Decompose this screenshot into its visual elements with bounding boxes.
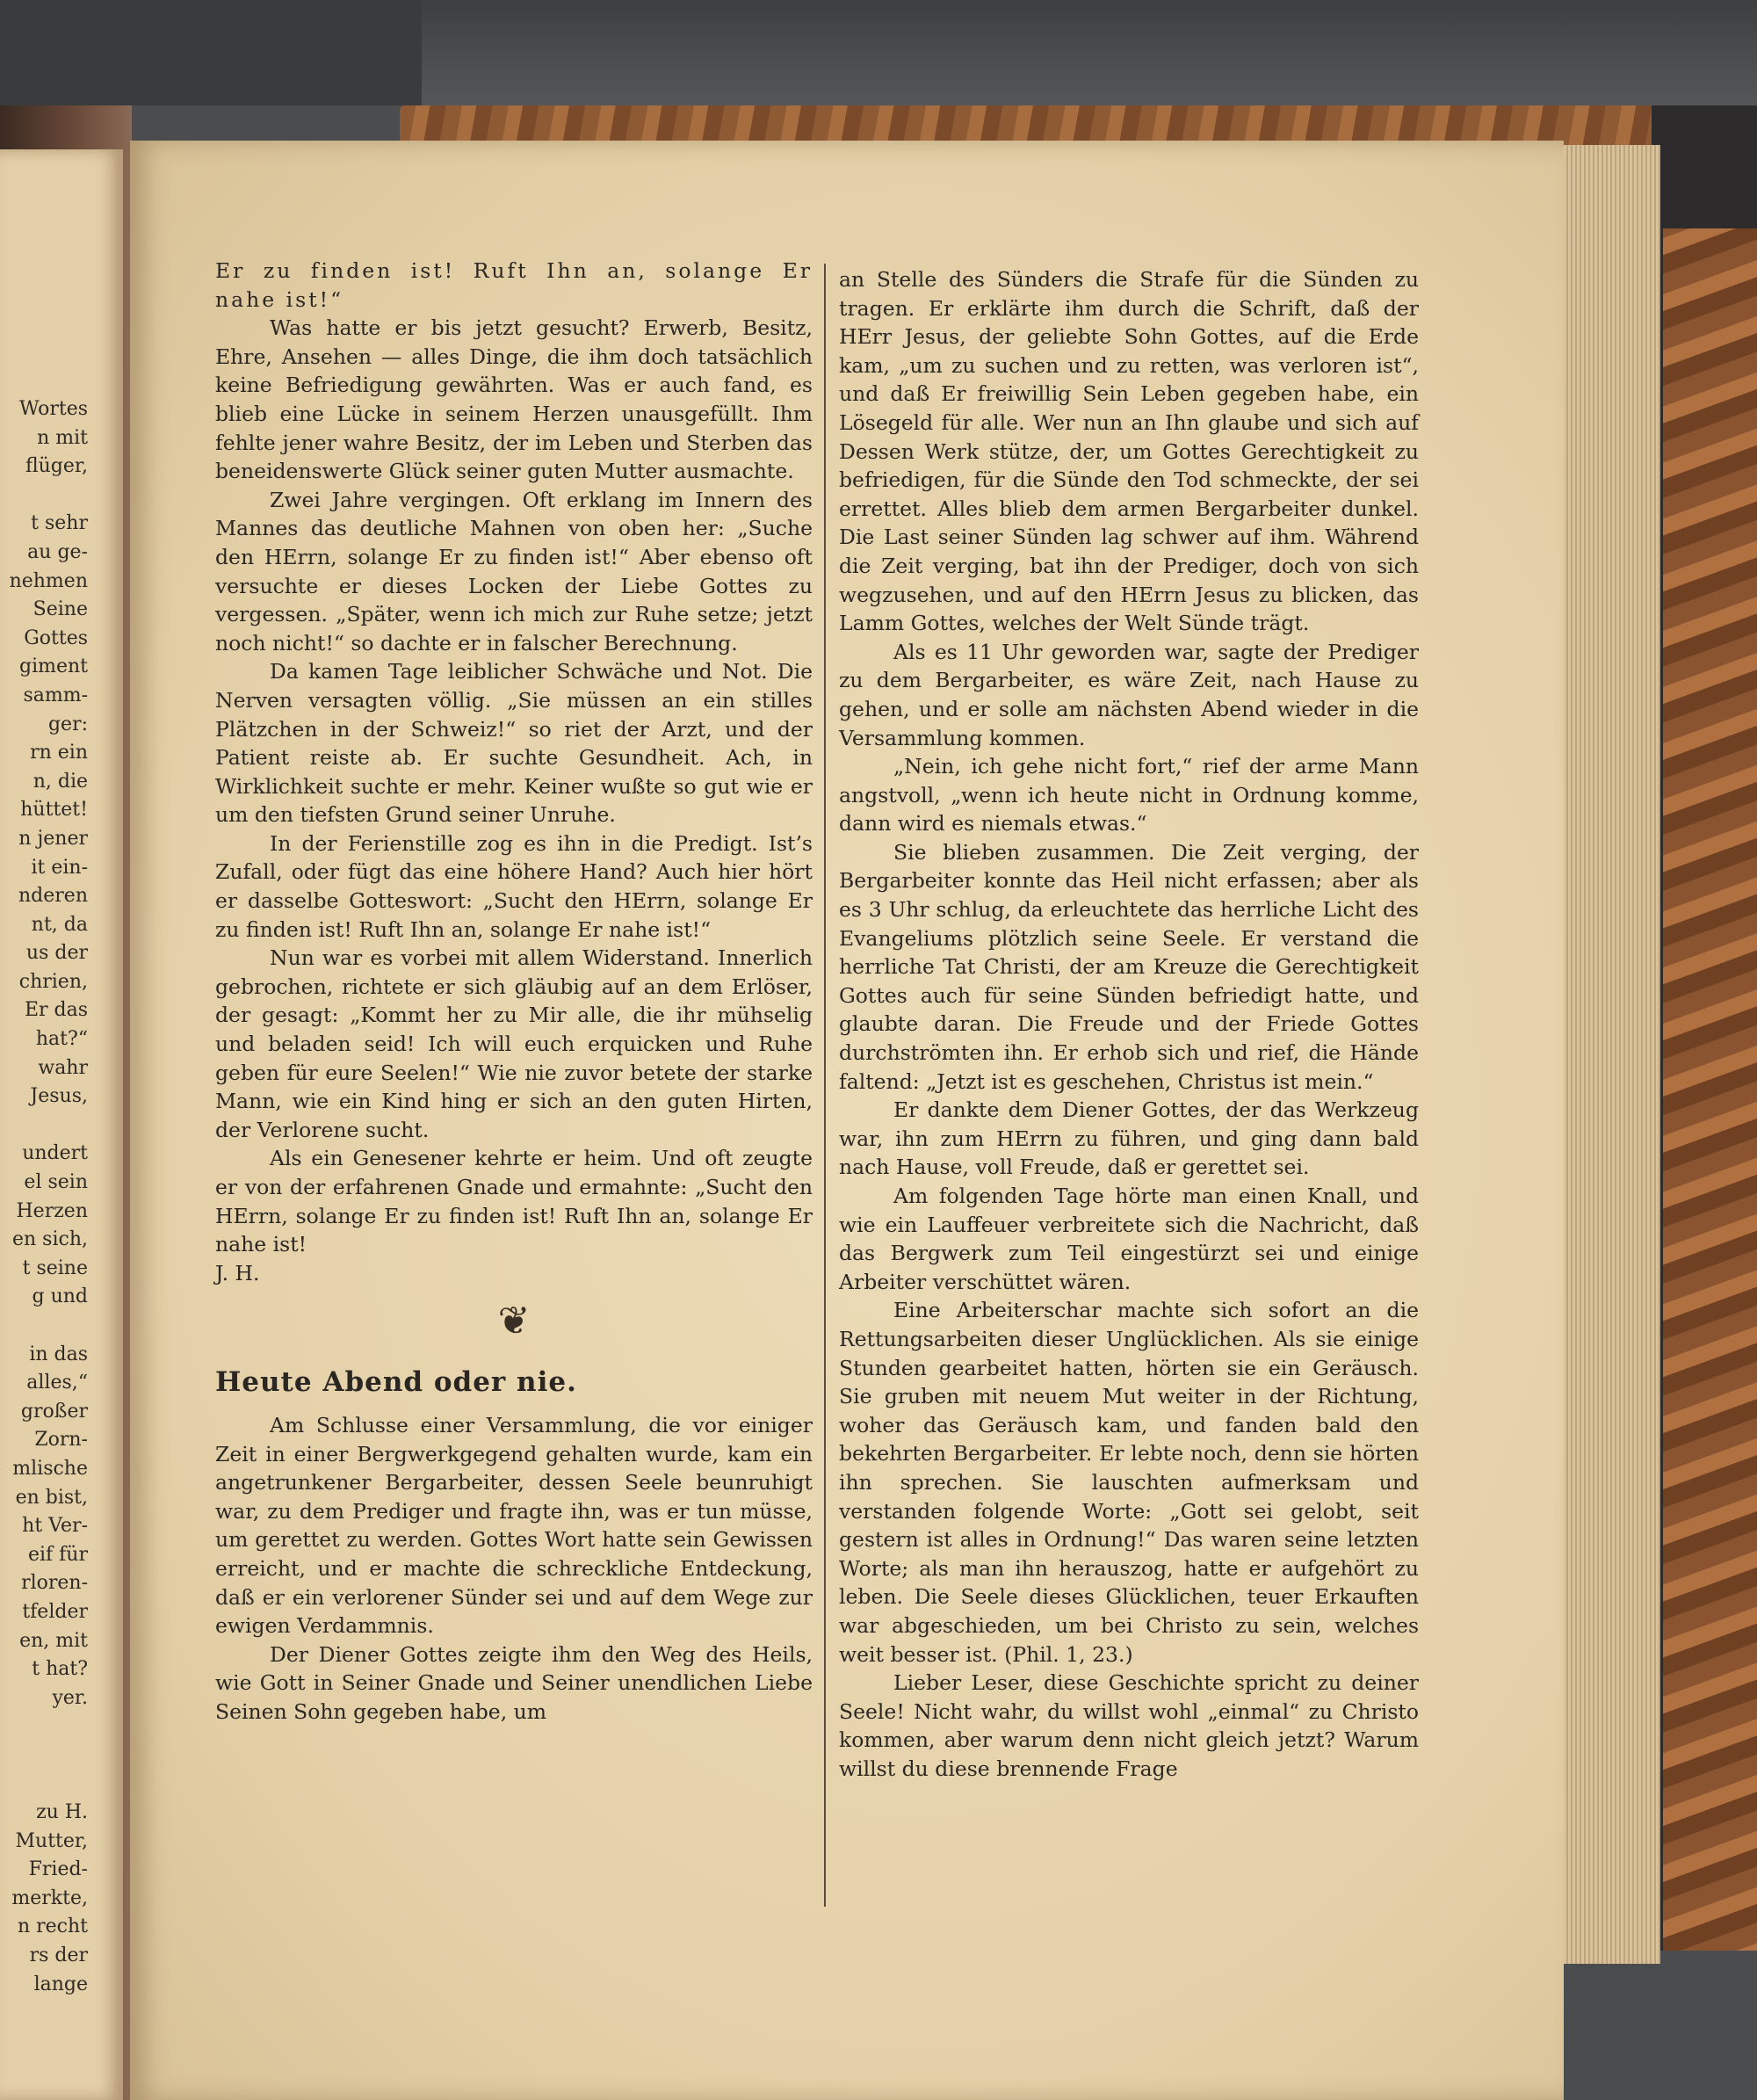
paragraph: In der Ferienstille zog es ihn in die Predigt. Ist’s Zufall, oder fügt das eine höhere Hand? Auch hier hört er dasselbe Gotteswort: „Sucht den HErrn, solange Er zu finden ist! Ruft Ihn an, solange Er nahe ist!“: [215, 830, 813, 942]
left-fragment-line: [0, 1713, 88, 1742]
article-headline: Heute Abend oder nie.: [215, 1366, 577, 1399]
left-fragment-line: hat?“: [35, 1028, 88, 1051]
book-cover-corner: [1652, 105, 1757, 228]
paragraph: Als es 11 Uhr geworden war, sagte der Prediger zu dem Bergarbeiter, es wäre Zeit, nach Hause zu gehen, und er solle am nächsten Abend wieder in die Versammlung kommen.: [839, 639, 1419, 750]
left-fragment-line: nehmen: [9, 569, 88, 592]
left-page-text-fragments: [0, 395, 88, 1999]
left-fragment-line: mlische: [12, 1457, 88, 1480]
paragraph: an Stelle des Sünders die Strafe für die Sünden zu tragen. Er erklärte ihm durch die Schrift, daß der HErr Jesus, der geliebte Sohn Gottes, auf die Erde kam, „um zu suchen und zu retten, was verloren ist“, und daß Er freiwillig Sein Leben gegeben habe, ein Lösegeld für alle. Wer nun an Ihn glaube und sich auf Dessen Werk stütze, der, um Gottes Gerechtigkeit zu befriedigen, für die Sünde den Tod schmeckte, der sei errettet. Alles blieb dem armen Bergarbeiter dunkel. Die Last seiner Sünden lag schwer auf ihm. Während die Zeit verging, bat ihn der Prediger, doch von sich wegzusehen, und auf den HErrn Jesus zu blicken, das Lamm Gottes, welches der Welt Sünde trägt.: [839, 267, 1419, 636]
left-fragment-line: ger:: [47, 713, 88, 735]
paragraph: Eine Arbeiterschar machte sich sofort an die Rettungsarbeiten dieser Unglücklichen. Als sie einige Stunden gearbeitet hatten, hörten sie ein Geräusch. Sie gruben mit neuem Mut weiter in der Richtung, woher das Geräusch kam, und fanden bald den bekehrten Bergarbeiter. Er lebte noch, denn sie hörten ihn sprechen. Sie lauschten aufmerksam und verstanden folgende Worte: „Gott sei gelobt, seit gestern ist alles in Ordnung!“ Das waren seine letzten Worte; als man ihn herauszog, hatte er aufgehört zu leben. Die Seele dieses Glücklichen, teuer Erkauften war abgeschieden, um bei Christo zu sein, welches weit besser ist. (Phil. 1, 23.): [839, 1298, 1419, 1667]
left-fragment-line: el sein: [24, 1171, 88, 1194]
column-divider: [824, 264, 826, 1907]
paragraph: Lieber Leser, diese Geschichte spricht zu deiner Seele! Nicht wahr, du willst wohl „einmal“ zu Christo kommen, aber warum denn nicht gleich jetzt? Warum willst du diese brennende Frage: [839, 1670, 1419, 1781]
left-fragment-line: Gottes: [24, 626, 88, 649]
left-fragment-line: samm-: [23, 684, 88, 706]
left-fragment-line: in das: [29, 1343, 88, 1365]
left-fragment-line: n recht: [17, 1915, 88, 1938]
left-fragment-line: us der: [25, 942, 88, 965]
author-signature: J. H.: [215, 1260, 260, 1285]
left-fragment-line: en, mit: [19, 1629, 88, 1652]
left-fragment-line: en bist,: [15, 1486, 88, 1509]
left-fragment-line: rs der: [29, 1944, 88, 1967]
left-fragment-line: n mit: [37, 426, 88, 449]
text-column-2: [839, 265, 1419, 1783]
left-fragment-line: zu H.: [36, 1801, 88, 1824]
left-fragment-line: [0, 1771, 88, 1799]
left-fragment-line: nt, da: [31, 913, 88, 936]
paragraph: Er dankte dem Diener Gottes, der das Werkzeug war, ihn zum HErrn zu führen, und ging dann bald nach Hause, voll Freude, daß er gerettet sei.: [839, 1097, 1419, 1180]
left-fragment-line: yer.: [52, 1686, 88, 1709]
left-fragment-line: alles,“: [26, 1372, 88, 1394]
left-fragment-line: [0, 1112, 88, 1141]
left-fragment-line: g und: [32, 1285, 88, 1308]
paragraph: Sie blieben zusammen. Die Zeit verging, der Bergarbeiter konnte das Heil nicht erfassen; aber als es 3 Uhr schlug, da erleuchtete das herrliche Licht des Evangeliums plötzlich seine Seele. Er verstand die herrliche Tat Christi, der am Kreuze die Gerechtigkeit Gottes auch für seine Sünden befriedigt hatte, und glaubte daran. Die Freude und der Friede Gottes durchströmten ihn. Er erhob sich und rief, die Hände faltend: „Jetzt ist es geschehen, Christus ist mein.“: [839, 839, 1419, 1094]
left-fragment-line: Jesus,: [30, 1085, 88, 1108]
left-fragment-line: hüttet!: [20, 799, 88, 822]
left-fragment-line: ht Ver-: [22, 1515, 88, 1538]
left-fragment-line: tfelder: [22, 1600, 88, 1623]
left-fragment-line: Mutter,: [15, 1829, 88, 1852]
book-cover-right-edge: [1656, 105, 1757, 1951]
left-fragment-line: [0, 482, 88, 511]
left-fragment-line: nderen: [18, 885, 88, 908]
left-fragment-line: Zorn-: [34, 1429, 88, 1452]
page-edges: [1559, 145, 1660, 1964]
left-fragment-line: t sehr: [31, 512, 88, 535]
scanner-background-left: [0, 0, 422, 105]
left-fragment-line: eif für: [27, 1543, 88, 1566]
paragraph: Da kamen Tage leiblicher Schwäche und Not. Die Nerven versagten völlig. „Sie müssen an ein stilles Plätzchen in der Schweiz!“ so riet der Arzt, und der Patient reiste ab. Er suchte Gesundheit. Ach, in Wirklichkeit suchte er mehr. Keiner wußte so gut wie er um den tiefsten Grund seiner Unruhe.: [215, 659, 813, 828]
left-fragment-line: merkte,: [11, 1886, 88, 1909]
left-fragment-line: lange: [33, 1973, 88, 1995]
left-fragment-line: Herzen: [16, 1199, 88, 1222]
left-fragment-line: giment: [18, 655, 88, 678]
paragraph: Nun war es vorbei mit allem Widerstand. Innerlich gebrochen, richtete er sich gläubig auf an dem Erlöser, der gesagt: „Kommt her zu Mir alle, die ihr mühselig und beladen seid! Ich will euch erquicken und Ruhe geben für eure Seelen!“ Wie nie zuvor betete der starke Mann, wie ein Kind hing er sich an den guten Hirten, der Verlorene sucht.: [215, 945, 813, 1142]
left-fragment-line: au ge-: [27, 540, 88, 563]
paragraph: Was hatte er bis jetzt gesucht? Erwerb, Besitz, Ehre, Ansehen — alles Dinge, die ihm doch tatsächlich keine Befriedigung gewährten. Was er auch fand, es blieb eine Lücke in seinem Herzen unausgefüllt. Ihm fehlte jener wahre Besitz, der im Leben und Sterben das beneidenswerte Glück seiner guten Mutter ausmachte.: [215, 315, 813, 484]
paragraph: Am folgenden Tage hörte man einen Knall, und wie ein Lauffeuer verbreitete sich die Nachricht, daß das Bergwerk zum Teil eingestürzt sei und einige Arbeiter verschüttet wären.: [839, 1184, 1419, 1294]
left-fragment-line: Er das: [24, 999, 88, 1022]
left-fragment-line: Fried-: [28, 1858, 88, 1881]
left-page-fragment: [0, 149, 123, 2100]
fleuron-ornament-icon: ❦: [497, 1299, 531, 1344]
left-fragment-line: [0, 1312, 88, 1341]
left-fragment-line: rn ein: [30, 742, 88, 764]
left-fragment-line: großer: [20, 1400, 88, 1423]
text-column-1: [215, 257, 813, 1727]
left-fragment-line: wahr: [38, 1056, 88, 1079]
paragraph: Er zu finden ist! Ruft Ihn an, solange Er nahe ist!“: [215, 258, 813, 312]
left-fragment-line: n jener: [18, 827, 88, 850]
paragraph: Als ein Genesener kehrte er heim. Und oft zeugte er von der erfahrenen Gnade und ermahnte: „Sucht den HErrn, solange Er zu finden ist! Ruft Ihn an, solange Er nahe ist!: [215, 1146, 813, 1257]
left-fragment-line: t seine: [22, 1256, 88, 1279]
left-fragment-line: Seine: [33, 598, 88, 621]
left-fragment-line: en sich,: [12, 1228, 88, 1251]
left-fragment-line: rloren-: [21, 1572, 88, 1595]
paragraph: Der Diener Gottes zeigte ihm den Weg des Heils, wie Gott in Seiner Gnade und Seiner unendlichen Liebe Seinen Sohn gegeben habe, um: [215, 1641, 813, 1724]
left-fragment-line: chrien,: [18, 970, 88, 993]
left-fragment-line: flüger,: [25, 455, 88, 478]
paragraph: „Nein, ich gehe nicht fort,“ rief der arme Mann angstvoll, „wenn ich heute nicht in Ordnung komme, dann wird es niemals etwas.“: [839, 754, 1419, 836]
left-fragment-line: t hat?: [32, 1658, 88, 1681]
paragraph: Zwei Jahre vergingen. Oft erklang im Innern des Mannes das deutliche Mahnen von oben her: „Suche den HErrn, solange Er zu finden ist!“ Aber ebenso oft versuchte er dieses Locken der Liebe Gottes zu vergessen. „Später, wenn ich mich zur Ruhe setze; jetzt noch nicht!“ so dachte er in falscher Berechnung.: [215, 487, 813, 655]
paragraph: Am Schlusse einer Versammlung, die vor einiger Zeit in einer Bergwerkgegend gehalten wurde, kam ein angetrunkener Bergarbeiter, dessen Seele beunruhigt war, zu dem Prediger und fragte ihn, was er tun müsse, um gerettet zu werden. Gottes Wort hatte sein Gewissen erreicht, und er machte die schreckliche Entdeckung, daß er ein verlorener Sünder sei und auf dem Wege zur ewigen Verdammnis.: [215, 1412, 813, 1639]
left-fragment-line: undert: [22, 1142, 88, 1165]
left-fragment-line: Wortes: [18, 398, 88, 420]
left-fragment-line: [0, 1742, 88, 1771]
left-fragment-line: it ein-: [31, 856, 88, 879]
left-fragment-line: n, die: [33, 770, 88, 793]
